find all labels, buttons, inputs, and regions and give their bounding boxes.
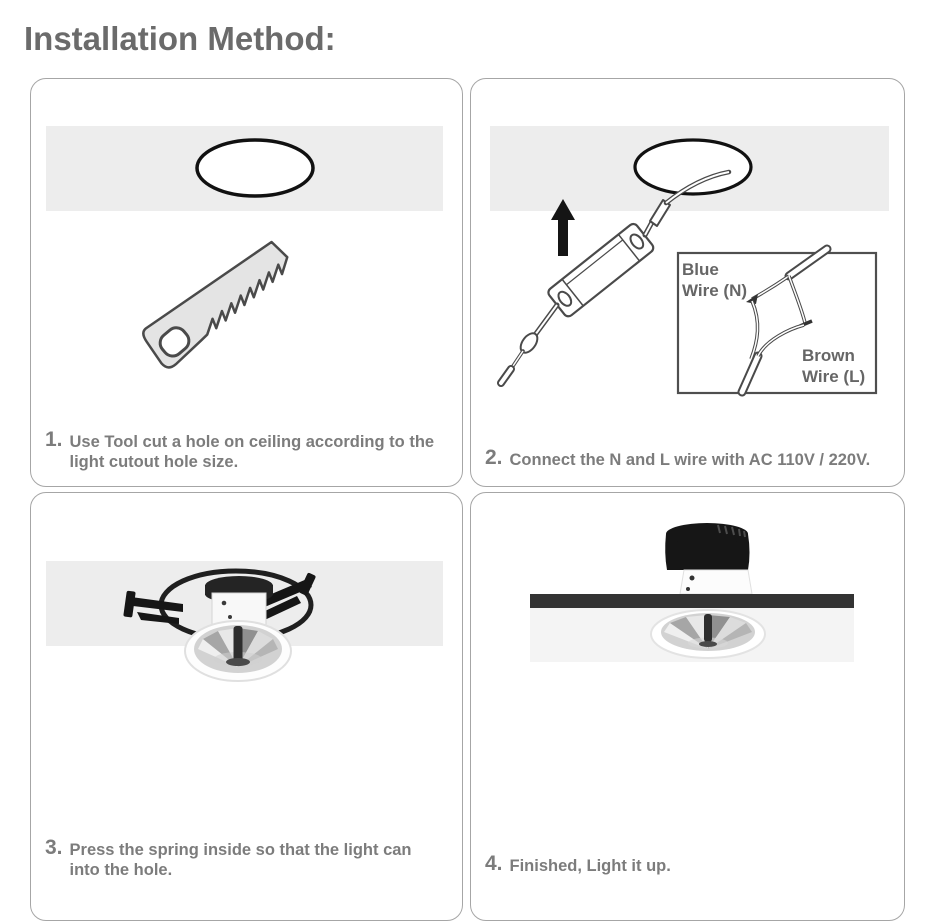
caption-line: Use Tool cut a hole on ceiling according to the	[69, 432, 435, 451]
caption-line: Press the spring inside so that the light can	[69, 840, 412, 859]
installed-downlight	[530, 523, 854, 662]
step4-caption	[485, 853, 671, 876]
caption-line: light cutout hole size.	[69, 452, 239, 471]
step2-panel	[470, 78, 905, 487]
caption-line: Connect the N and L wire with AC 110V / 220V.	[509, 450, 871, 469]
step-text	[510, 853, 671, 876]
caption-line: Finished, Light it up.	[509, 856, 671, 875]
label-line: Brown	[802, 346, 855, 365]
driver-input-wire	[501, 305, 557, 383]
label-line: Blue	[682, 260, 719, 279]
step-number: 4.	[485, 851, 503, 875]
step-number: 3.	[45, 835, 63, 859]
step1-caption	[45, 429, 434, 472]
ceiling-bar	[530, 594, 854, 608]
step-number: 1.	[45, 427, 63, 451]
blue-wire-label	[682, 259, 772, 302]
brown-wire-label	[802, 345, 892, 388]
step4-panel	[470, 492, 905, 921]
label-line: Wire (L)	[802, 367, 866, 387]
step-number: 2.	[485, 445, 503, 469]
step3-caption	[45, 837, 412, 880]
hand-saw-icon	[135, 239, 306, 372]
step1-panel	[30, 78, 463, 487]
step-text	[510, 447, 871, 470]
step3-panel	[30, 492, 463, 921]
page-title: Installation Method:	[24, 20, 336, 57]
label-line: Wire (N)	[682, 281, 748, 301]
cutout-hole-ellipse	[197, 140, 313, 196]
caption-line: into the hole.	[69, 860, 173, 879]
step1-illustration	[31, 79, 460, 484]
step-text	[70, 837, 412, 880]
step2-caption	[485, 447, 870, 470]
step-text	[70, 429, 435, 472]
